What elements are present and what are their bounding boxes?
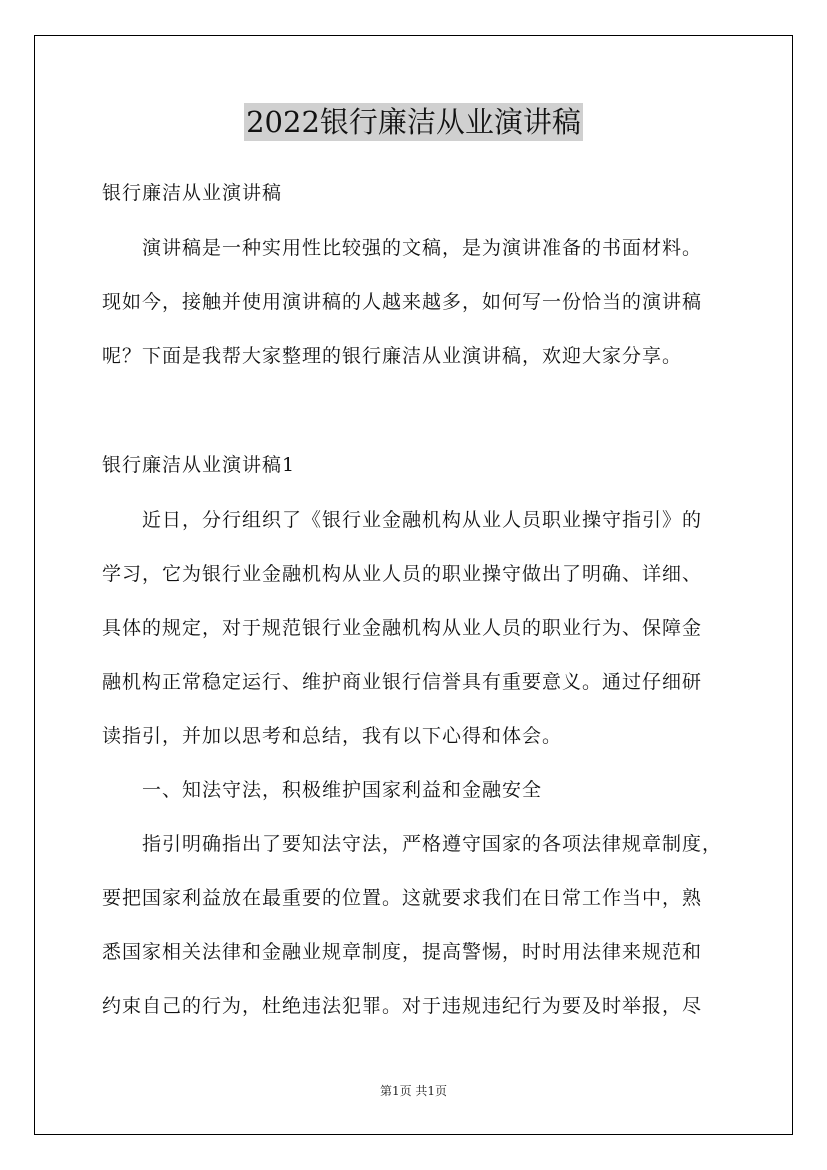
paragraph-line: 约束自己的行为，杜绝违法犯罪。对于违规违纪行为要及时举报，尽: [102, 995, 703, 1017]
title-container: [0, 103, 827, 141]
paragraph-line: 要把国家利益放在最重要的位置。这就要求我们在日常工作当中，熟: [102, 887, 703, 909]
paragraph-line: 近日，分行组织了《银行业金融机构从业人员职业操守指引》的: [142, 509, 703, 531]
document-title: 2022银行廉洁从业演讲稿: [246, 105, 581, 139]
paragraph-line: 悉国家相关法律和金融业规章制度，提高警惕，时时用法律来规范和: [102, 941, 703, 963]
section-heading: 银行廉洁从业演讲稿1: [102, 454, 296, 476]
subtitle-line: 银行廉洁从业演讲稿: [102, 182, 283, 204]
page-footer: 第1页 共1页: [379, 1084, 448, 1098]
paragraph-line: 呢？下面是我帮大家整理的银行廉洁从业演讲稿，欢迎大家分享。: [102, 345, 683, 367]
paragraph-line: 指引明确指出了要知法守法，严格遵守国家的各项法律规章制度，: [142, 833, 723, 855]
paragraph-line: 具体的规定，对于规范银行业金融机构从业人员的职业行为、保障金: [102, 617, 703, 639]
paragraph-line: 融机构正常稳定运行、维护商业银行信誉具有重要意义。通过仔细研: [102, 671, 703, 693]
paragraph-line: 读指引，并加以思考和总结，我有以下心得和体会。: [102, 725, 563, 747]
subsection-heading: 一、知法守法，积极维护国家利益和金融安全: [142, 779, 543, 801]
paragraph-line: 演讲稿是一种实用性比较强的文稿，是为演讲准备的书面材料。: [142, 237, 703, 259]
paragraph-line: 现如今，接触并使用演讲稿的人越来越多，如何写一份恰当的演讲稿: [102, 291, 703, 313]
paragraph-line: 学习，它为银行业金融机构从业人员的职业操守做出了明确、详细、: [102, 563, 703, 585]
